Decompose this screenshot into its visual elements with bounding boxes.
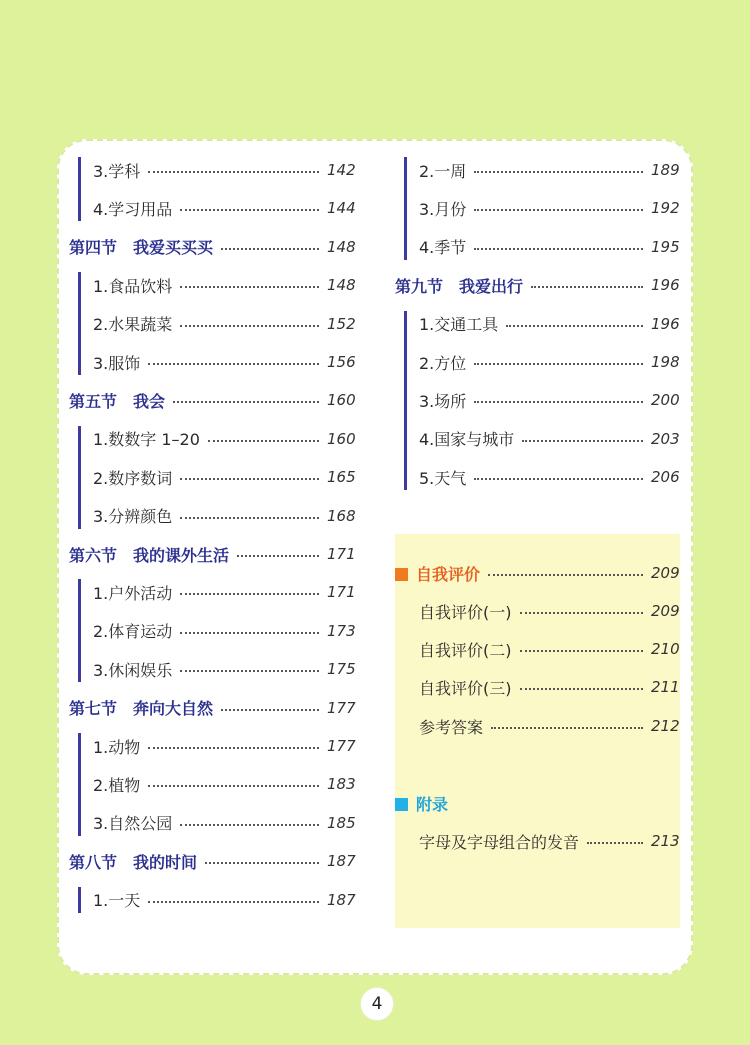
toc-label: 2.数序数词 <box>93 468 173 488</box>
leader-dots <box>180 670 319 672</box>
page-ref: 200 <box>651 391 680 410</box>
leader-dots <box>180 517 319 519</box>
page-ref: 148 <box>327 237 356 256</box>
toc-entry[interactable] <box>69 420 355 458</box>
toc-entry[interactable] <box>395 420 679 458</box>
leader-dots <box>221 248 319 250</box>
toc-label: 1.一天 <box>93 891 141 911</box>
subsection-bar <box>78 887 81 913</box>
toc-entry-pronunciation[interactable] <box>395 822 679 860</box>
toc-label: 3.月份 <box>419 199 467 219</box>
toc-label: 2.体育运动 <box>93 622 173 642</box>
leader-dots <box>520 650 644 652</box>
page-ref: 196 <box>651 314 680 333</box>
page-ref: 206 <box>651 468 680 487</box>
subsection-bar <box>78 157 81 221</box>
page-ref: 185 <box>327 813 356 832</box>
toc-label: 1.动物 <box>93 737 141 757</box>
toc-entry-evaluation[interactable] <box>395 554 679 592</box>
page-ref: 171 <box>327 583 356 602</box>
toc-label: 2.植物 <box>93 775 141 795</box>
toc-entry-appendix[interactable] <box>395 784 679 822</box>
page-ref: 189 <box>651 161 680 179</box>
toc-label: 字母及字母组合的发音 <box>419 832 580 852</box>
toc-label: 自我评价(三) <box>419 678 512 698</box>
page-ref: 209 <box>651 564 680 582</box>
leader-dots <box>180 593 319 595</box>
section-title: 第七节 奔向大自然 <box>69 699 214 719</box>
toc-section-entry[interactable] <box>69 689 355 727</box>
page-ref: 168 <box>327 506 356 525</box>
leader-dots <box>587 842 643 844</box>
section-title: 第九节 我爱出行 <box>395 276 524 296</box>
leader-dots <box>474 363 643 365</box>
page-ref: 160 <box>327 429 356 448</box>
toc-label: 3.分辨颜色 <box>93 507 173 527</box>
toc-entry[interactable] <box>69 650 355 688</box>
page-ref: 187 <box>327 852 356 871</box>
toc-entry[interactable] <box>69 305 355 343</box>
leader-dots <box>474 248 643 250</box>
section-title: 第六节 我的课外生活 <box>69 545 230 565</box>
page-ref: 177 <box>327 698 356 717</box>
leader-dots <box>173 401 319 403</box>
toc-entry[interactable] <box>395 381 679 419</box>
subsection-bar <box>78 426 81 529</box>
page-ref: 183 <box>327 775 356 794</box>
toc-entry[interactable] <box>69 765 355 803</box>
leader-dots <box>205 862 319 864</box>
toc-label: 4.季节 <box>419 238 467 258</box>
toc-entry[interactable] <box>69 189 355 227</box>
page-ref: 209 <box>651 602 680 620</box>
leader-dots <box>522 440 643 442</box>
page-ref: 211 <box>651 678 680 696</box>
toc-entry[interactable] <box>395 343 679 381</box>
leader-dots <box>237 555 319 557</box>
toc-label: 2.一周 <box>419 161 467 181</box>
leader-dots <box>180 286 319 288</box>
leader-dots <box>180 209 319 211</box>
leader-dots <box>208 440 319 442</box>
leader-dots <box>180 632 319 634</box>
page-ref: 152 <box>327 314 356 333</box>
page-ref: 175 <box>327 660 356 679</box>
toc-entry[interactable] <box>69 804 355 842</box>
section-title: 第四节 我爱买买买 <box>69 238 214 258</box>
toc-entry[interactable] <box>69 612 355 650</box>
subsection-bar <box>78 733 81 836</box>
toc-label: 4.学习用品 <box>93 199 173 219</box>
leader-dots <box>180 824 319 826</box>
blue-square-icon <box>395 798 408 811</box>
toc-label: 1.食品饮料 <box>93 276 173 296</box>
page-ref: 173 <box>327 621 356 640</box>
page-ref: 213 <box>651 832 680 850</box>
page-ref: 160 <box>327 391 356 410</box>
section-title: 第五节 我会 <box>69 391 166 411</box>
leader-dots <box>474 478 643 480</box>
page-ref: 142 <box>327 161 356 179</box>
toc-section-entry[interactable] <box>69 228 355 266</box>
toc-label: 自我评价(二) <box>419 640 512 660</box>
toc-entry-eval-2[interactable] <box>395 630 679 668</box>
toc-entry[interactable] <box>69 151 355 189</box>
page-ref: 203 <box>651 429 680 448</box>
leader-dots <box>506 325 643 327</box>
toc-entry[interactable] <box>69 343 355 381</box>
toc-entry[interactable] <box>395 151 679 189</box>
toc-label: 3.学科 <box>93 161 141 181</box>
toc-entry-eval-3[interactable] <box>395 668 679 706</box>
page-ref: 144 <box>327 199 356 218</box>
toc-label: 4.国家与城市 <box>419 430 515 450</box>
page-ref: 192 <box>651 199 680 218</box>
evaluation-heading: 自我评价 <box>416 564 481 584</box>
subsection-bar <box>404 157 407 260</box>
section-title: 第八节 我的时间 <box>69 852 198 872</box>
toc-label: 1.数数字 1–20 <box>93 430 200 450</box>
subsection-bar <box>78 272 81 375</box>
toc-entry-eval-1[interactable] <box>395 592 679 630</box>
subsection-bar <box>78 579 81 682</box>
toc-entry[interactable] <box>69 881 355 919</box>
toc-label: 3.休闲娱乐 <box>93 660 173 680</box>
toc-entry[interactable] <box>395 458 679 496</box>
page-ref: 156 <box>327 353 356 371</box>
toc-label: 3.服饰 <box>93 353 141 373</box>
toc-label: 5.天气 <box>419 468 467 488</box>
leader-dots <box>474 171 643 173</box>
leader-dots <box>491 727 643 729</box>
toc-label: 参考答案 <box>419 717 484 737</box>
toc-label: 自我评价(一) <box>419 602 512 622</box>
toc-label: 3.场所 <box>419 391 467 411</box>
leader-dots <box>488 574 643 576</box>
toc-entry[interactable] <box>395 305 679 343</box>
leader-dots <box>531 286 643 288</box>
page-ref: 177 <box>327 737 356 755</box>
page-ref: 187 <box>327 890 356 909</box>
page-ref: 171 <box>327 545 356 563</box>
toc-label: 3.自然公园 <box>93 814 173 834</box>
leader-dots <box>180 325 319 327</box>
page-ref: 196 <box>651 276 680 295</box>
leader-dots <box>180 478 319 480</box>
leader-dots <box>221 709 319 711</box>
toc-section-entry[interactable] <box>395 266 679 304</box>
subsection-bar <box>404 311 407 491</box>
page-number: 4 <box>360 987 394 1021</box>
leader-dots <box>520 612 644 614</box>
leader-dots <box>148 785 319 787</box>
leader-dots <box>148 747 319 749</box>
toc-entry[interactable] <box>69 573 355 611</box>
page-ref: 212 <box>651 717 680 735</box>
page-ref: 210 <box>651 640 680 658</box>
leader-dots <box>520 688 644 690</box>
toc-label: 1.户外活动 <box>93 583 173 603</box>
page-ref: 165 <box>327 468 356 487</box>
orange-square-icon <box>395 568 408 581</box>
toc-section-entry[interactable] <box>69 381 355 419</box>
leader-dots <box>474 401 643 403</box>
appendix-heading: 附录 <box>416 794 449 814</box>
leader-dots <box>148 901 319 903</box>
toc-entry[interactable] <box>69 497 355 535</box>
toc-section-entry[interactable] <box>69 535 355 573</box>
leader-dots <box>148 171 319 173</box>
toc-entry-answers[interactable] <box>395 707 679 745</box>
leader-dots <box>148 363 319 365</box>
toc-label: 1.交通工具 <box>419 315 499 335</box>
toc-entry[interactable] <box>69 266 355 304</box>
leader-dots <box>474 209 643 211</box>
toc-label: 2.水果蔬菜 <box>93 315 173 335</box>
toc-entry[interactable] <box>395 228 679 266</box>
toc-section-entry[interactable] <box>69 842 355 880</box>
page-ref: 148 <box>327 276 356 295</box>
page-ref: 195 <box>651 237 680 256</box>
toc-entry[interactable] <box>69 458 355 496</box>
page-ref: 198 <box>651 353 680 371</box>
toc-label: 2.方位 <box>419 353 467 373</box>
toc-entry[interactable] <box>69 727 355 765</box>
toc-entry[interactable] <box>395 189 679 227</box>
